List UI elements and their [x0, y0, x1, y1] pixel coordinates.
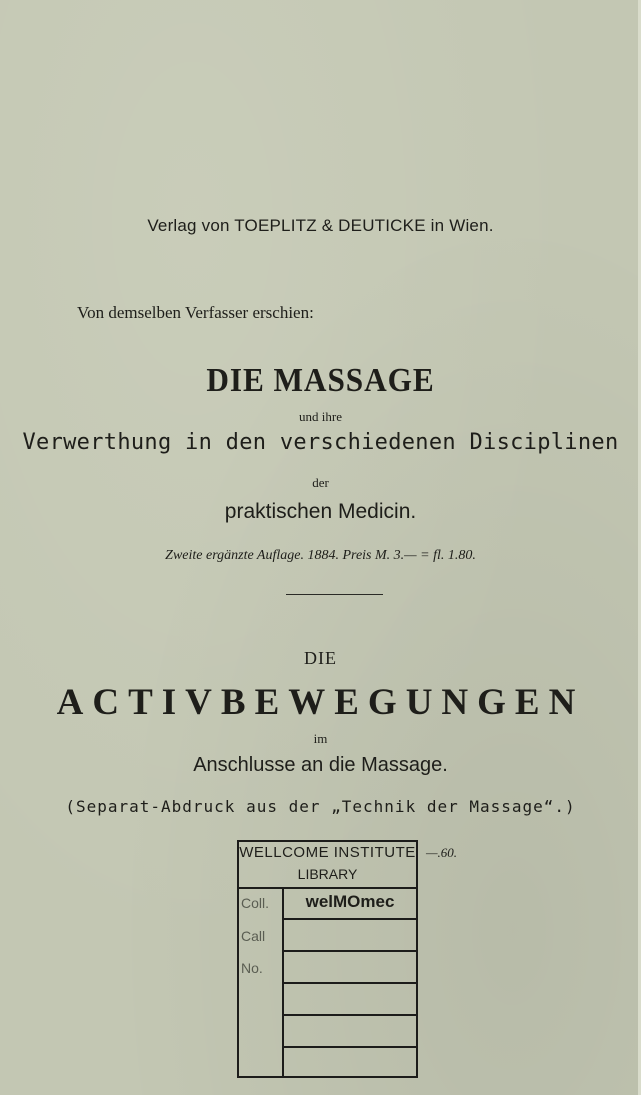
publisher-line: Verlag von TOEPLITZ & DEUTICKE in Wien.: [147, 216, 494, 235]
book1-conjunction: und ihre: [299, 409, 342, 424]
stamp-row-line: [284, 982, 416, 984]
stamp-library: LIBRARY: [297, 866, 358, 882]
book2-title: ACTIVBEWEGUNGEN: [56, 682, 585, 723]
stamp-header: [239, 842, 416, 889]
stamp-call-label: Call: [241, 928, 266, 944]
book2-note: (Separat-Abdruck aus der „Technik der Massage“.): [65, 797, 576, 816]
stamp-row-line: [284, 950, 416, 952]
stamp-row-line: [284, 918, 416, 920]
book1-der: der: [312, 475, 329, 490]
stamp-institute: WELLCOME INSTITUTE: [239, 844, 416, 861]
book1-title: DIE MASSAGE: [206, 362, 435, 399]
stamp-no-label: No.: [241, 960, 263, 976]
book2-subtitle: Anschlusse an die Massage.: [193, 754, 448, 776]
stamp-row-line: [284, 1014, 416, 1016]
book1-edition: Zweite ergänzte Auflage. 1884. Preis M. 3.— = fl. 1.80.: [165, 548, 476, 563]
section-divider: [286, 594, 383, 595]
stamp-coll-value: welMOmec: [305, 892, 395, 911]
same-author-intro: Von demselben Verfasser erschien:: [77, 303, 314, 322]
stamp-coll-label: Coll.: [241, 895, 270, 911]
book2-im: im: [313, 731, 328, 746]
stamp-row-line: [284, 1046, 416, 1048]
book2-die: DIE: [304, 648, 337, 668]
book1-subtitle: Verwerthung in den verschiedenen Disciplinen: [22, 430, 619, 455]
book2-price: —.60.: [426, 845, 458, 860]
book1-subtitle2: praktischen Medicin.: [224, 500, 417, 523]
library-stamp: [237, 840, 418, 1078]
